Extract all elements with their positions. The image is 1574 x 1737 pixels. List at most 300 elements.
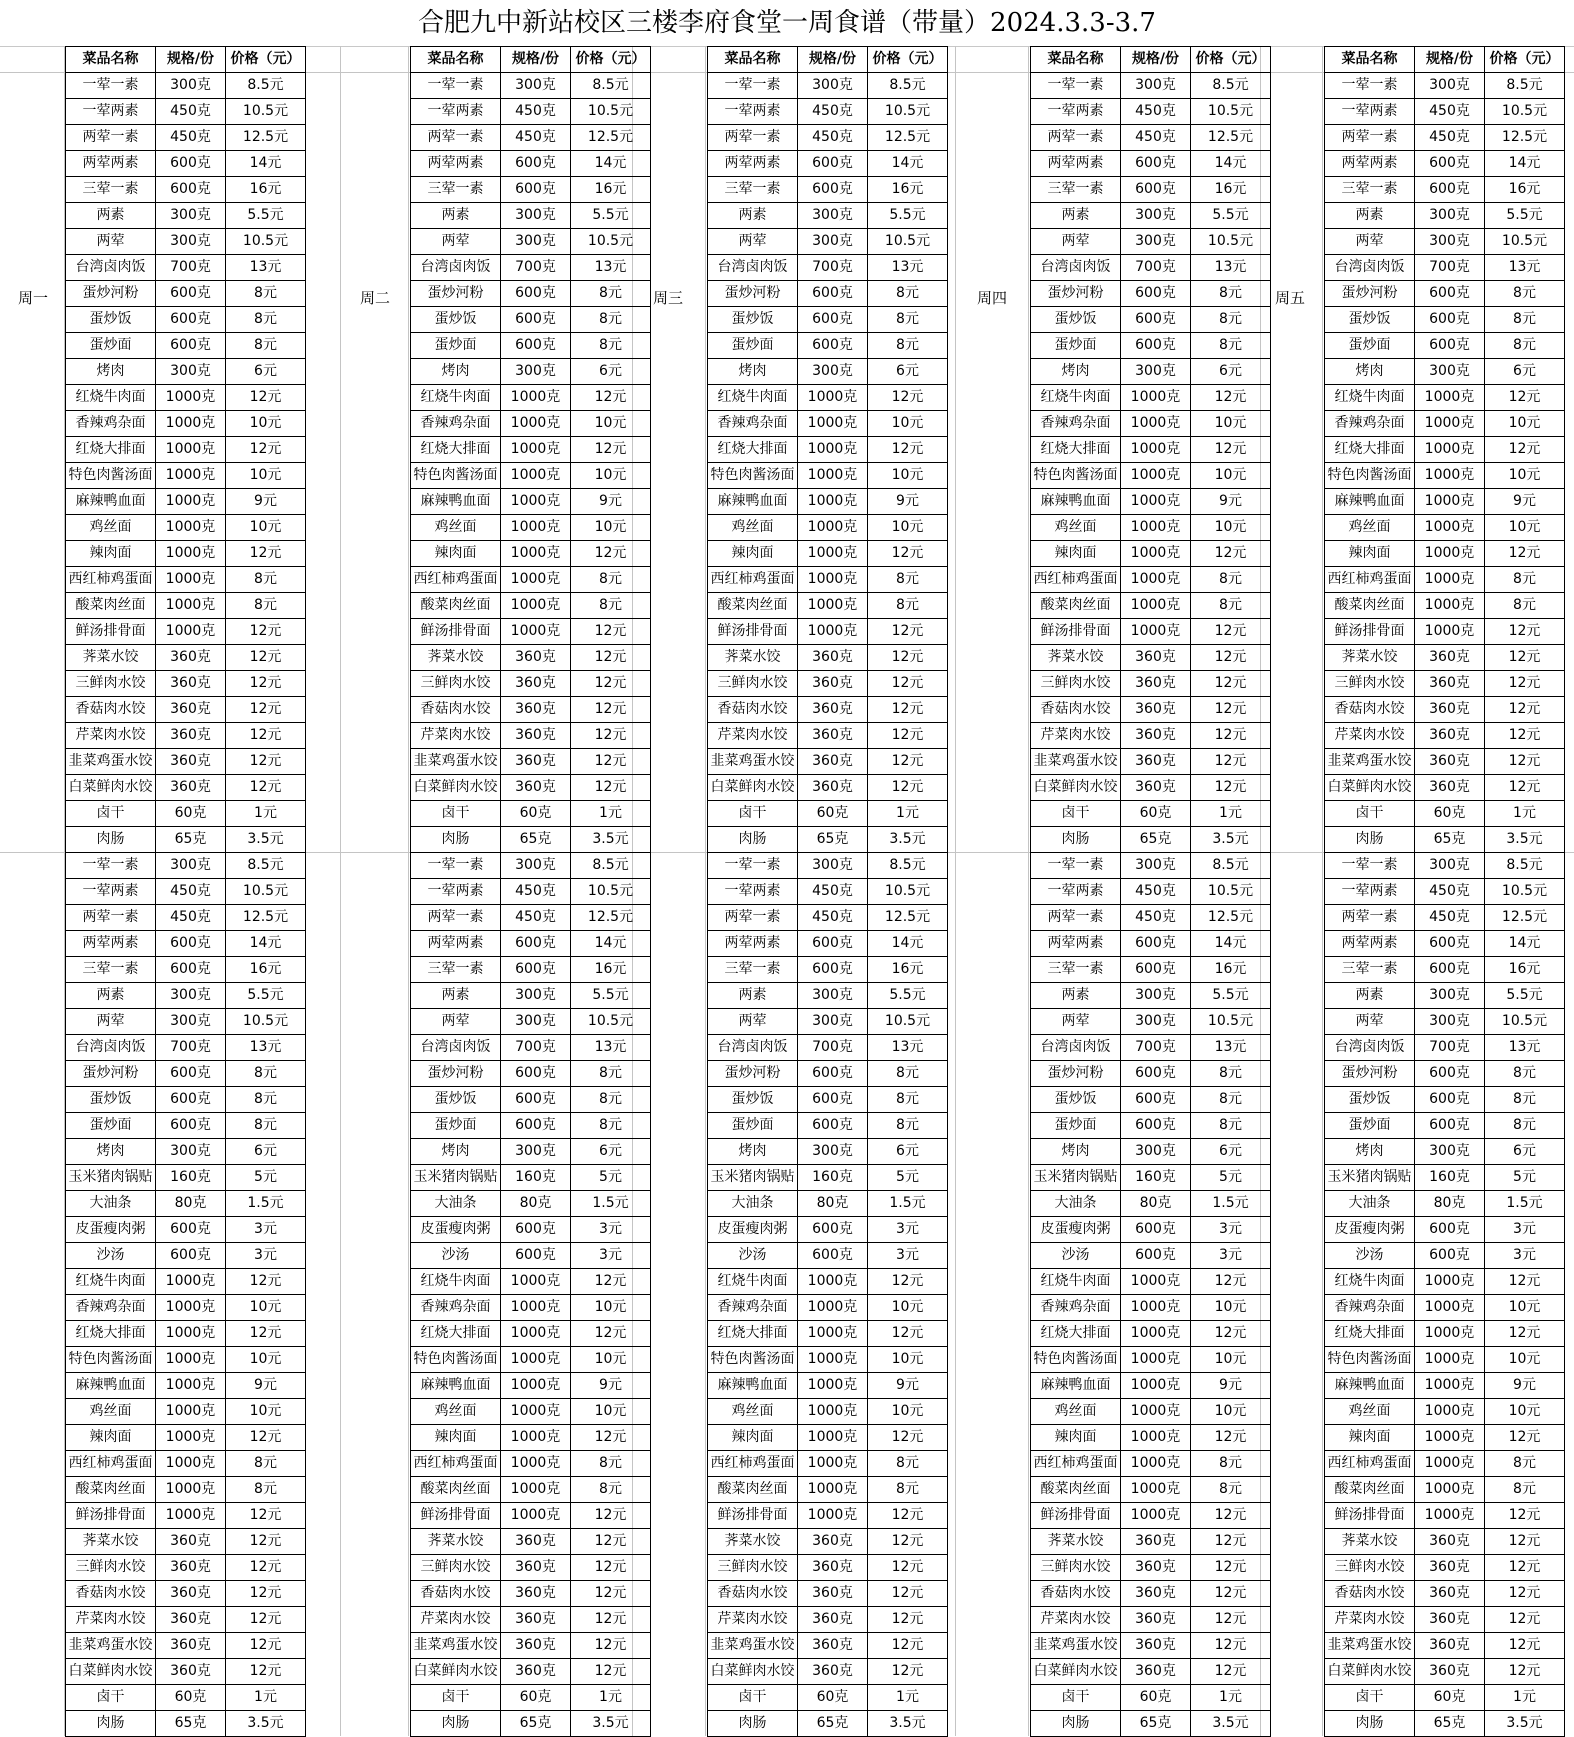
table-row: [1325, 1087, 1565, 1113]
dish-price: 8元: [226, 1061, 306, 1087]
dish-price: 12元: [1485, 697, 1565, 723]
dish-name: 三荤一素: [1325, 957, 1415, 983]
dish-name: 一荤两素: [1031, 99, 1121, 125]
table-row: [1031, 1633, 1271, 1659]
dish-spec: 1000克: [798, 1425, 868, 1451]
dish-price: 10.5元: [226, 1009, 306, 1035]
dish-price: 12元: [226, 1529, 306, 1555]
dish-spec: 60克: [1121, 1685, 1191, 1711]
day-menu-table: [410, 46, 651, 1737]
dish-name: 酸菜肉丝面: [411, 593, 501, 619]
dish-spec: 450克: [156, 879, 226, 905]
dish-spec: 1000克: [156, 593, 226, 619]
table-row: [411, 1347, 651, 1373]
dish-spec: 65克: [501, 827, 571, 853]
table-row: [708, 1347, 948, 1373]
dish-price: 6元: [571, 359, 651, 385]
dish-price: 9元: [226, 1373, 306, 1399]
dish-name: 香菇肉水饺: [1031, 697, 1121, 723]
dish-price: 12元: [571, 1607, 651, 1633]
dish-name: 台湾卤肉饭: [66, 255, 156, 281]
table-row: [1031, 1425, 1271, 1451]
dish-spec: 360克: [798, 1607, 868, 1633]
table-row: [1031, 1477, 1271, 1503]
dish-name: 芹菜肉水饺: [411, 1607, 501, 1633]
table-row: [1325, 1295, 1565, 1321]
table-row: [708, 515, 948, 541]
dish-name: 鲜汤排骨面: [708, 1503, 798, 1529]
dish-name: 蛋炒河粉: [66, 281, 156, 307]
dish-spec: 360克: [156, 697, 226, 723]
dish-name: 酸菜肉丝面: [411, 1477, 501, 1503]
dish-name: 蛋炒饭: [1325, 307, 1415, 333]
table-row: [66, 1581, 306, 1607]
table-row: [1031, 593, 1271, 619]
dish-name: 鲜汤排骨面: [411, 1503, 501, 1529]
dish-price: 3元: [1485, 1243, 1565, 1269]
table-row: [1325, 931, 1565, 957]
dish-spec: 1000克: [1415, 1503, 1485, 1529]
dish-name: 一荤一素: [66, 853, 156, 879]
dish-price: 12元: [226, 723, 306, 749]
table-row: [66, 879, 306, 905]
dish-spec: 700克: [1121, 255, 1191, 281]
table-row: [708, 463, 948, 489]
dish-spec: 1000克: [501, 515, 571, 541]
dish-price: 8元: [226, 307, 306, 333]
dish-spec: 160克: [156, 1165, 226, 1191]
dish-name: 三鲜肉水饺: [66, 671, 156, 697]
dish-spec: 360克: [501, 697, 571, 723]
dish-spec: 360克: [798, 775, 868, 801]
weekly-menu-sheet: [0, 46, 1574, 1737]
dish-name: 荠菜水饺: [1031, 645, 1121, 671]
table-row: [708, 567, 948, 593]
table-row: [1325, 1191, 1565, 1217]
dish-name: 红烧牛肉面: [411, 385, 501, 411]
dish-spec: 700克: [798, 1035, 868, 1061]
dish-spec: 1000克: [156, 1373, 226, 1399]
dish-spec: 1000克: [1415, 411, 1485, 437]
table-row: [66, 541, 306, 567]
dish-name: 烤肉: [1325, 359, 1415, 385]
table-row: [1325, 1139, 1565, 1165]
day-menu-table: [1030, 46, 1271, 1737]
table-row: [1325, 619, 1565, 645]
table-row: [66, 1269, 306, 1295]
table-row: [66, 1217, 306, 1243]
dish-name: 三鲜肉水饺: [66, 1555, 156, 1581]
dish-spec: 1000克: [1415, 1451, 1485, 1477]
dish-name: 一荤两素: [411, 99, 501, 125]
dish-name: 皮蛋瘦肉粥: [66, 1217, 156, 1243]
dish-name: 玉米猪肉锅贴: [1325, 1165, 1415, 1191]
dish-name: 西红柿鸡蛋面: [708, 1451, 798, 1477]
dish-name: 两荤: [66, 229, 156, 255]
dish-spec: 80克: [1121, 1191, 1191, 1217]
dish-price: 10.5元: [1191, 1009, 1271, 1035]
table-row: [1325, 1425, 1565, 1451]
dish-price: 8.5元: [1191, 73, 1271, 99]
dish-name: 玉米猪肉锅贴: [1031, 1165, 1121, 1191]
dish-price: 5.5元: [868, 983, 948, 1009]
dish-name: 荠菜水饺: [1031, 1529, 1121, 1555]
dish-spec: 1000克: [1121, 619, 1191, 645]
dish-name: 两荤: [411, 229, 501, 255]
dish-spec: 1000克: [1121, 1373, 1191, 1399]
dish-name: 荠菜水饺: [66, 645, 156, 671]
dish-price: 12元: [571, 541, 651, 567]
table-header-row: [1325, 47, 1565, 73]
day-label: 周三: [652, 289, 683, 307]
dish-name: 皮蛋瘦肉粥: [411, 1217, 501, 1243]
dish-name: 两素: [1031, 203, 1121, 229]
dish-spec: 300克: [798, 983, 868, 1009]
table-row: [1031, 1659, 1271, 1685]
table-row: [1325, 125, 1565, 151]
table-row: [1325, 1711, 1565, 1737]
table-row: [66, 1243, 306, 1269]
dish-name: 三荤一素: [708, 957, 798, 983]
sheet-gridline: [1322, 46, 1323, 1736]
table-row: [708, 1659, 948, 1685]
dish-spec: 300克: [1415, 73, 1485, 99]
dish-price: 13元: [1191, 1035, 1271, 1061]
dish-name: 白菜鲜肉水饺: [708, 775, 798, 801]
dish-price: 6元: [1191, 1139, 1271, 1165]
dish-price: 12元: [1191, 697, 1271, 723]
dish-spec: 450克: [1121, 99, 1191, 125]
table-row: [411, 1087, 651, 1113]
table-row: [708, 281, 948, 307]
table-row: [708, 1269, 948, 1295]
dish-name: 卤干: [411, 801, 501, 827]
dish-spec: 360克: [156, 645, 226, 671]
table-row: [708, 177, 948, 203]
dish-name: 酸菜肉丝面: [1031, 1477, 1121, 1503]
table-row: [66, 1659, 306, 1685]
dish-price: 12元: [1191, 1555, 1271, 1581]
dish-name: 沙汤: [411, 1243, 501, 1269]
dish-name: 韭菜鸡蛋水饺: [1325, 749, 1415, 775]
dish-price: 12元: [571, 1269, 651, 1295]
dish-spec: 600克: [798, 333, 868, 359]
dish-name: 西红柿鸡蛋面: [66, 567, 156, 593]
table-row: [411, 73, 651, 99]
dish-name: 三鲜肉水饺: [1325, 1555, 1415, 1581]
table-row: [411, 333, 651, 359]
table-row: [1325, 463, 1565, 489]
table-header-row: [708, 47, 948, 73]
dish-name: 卤干: [66, 801, 156, 827]
column-header: 规格/份: [1121, 47, 1191, 73]
dish-spec: 1000克: [798, 1321, 868, 1347]
column-header: 价格（元）: [1191, 47, 1271, 73]
dish-price: 1元: [868, 1685, 948, 1711]
dish-name: 辣肉面: [66, 541, 156, 567]
sheet-gridline: [705, 46, 706, 1736]
dish-price: 12元: [226, 775, 306, 801]
dish-price: 10元: [868, 515, 948, 541]
column-header: 价格（元）: [226, 47, 306, 73]
dish-price: 12元: [1191, 723, 1271, 749]
dish-spec: 1000克: [1415, 1269, 1485, 1295]
dish-spec: 80克: [798, 1191, 868, 1217]
dish-name: 一荤两素: [1325, 879, 1415, 905]
dish-spec: 1000克: [798, 1451, 868, 1477]
dish-name: 麻辣鸭血面: [1031, 1373, 1121, 1399]
table-row: [66, 125, 306, 151]
dish-price: 10元: [571, 515, 651, 541]
dish-price: 9元: [868, 489, 948, 515]
dish-spec: 360克: [1415, 1607, 1485, 1633]
dish-name: 红烧牛肉面: [1031, 1269, 1121, 1295]
dish-name: 台湾卤肉饭: [66, 1035, 156, 1061]
table-row: [411, 983, 651, 1009]
dish-price: 8元: [1191, 1477, 1271, 1503]
table-row: [1031, 541, 1271, 567]
dish-name: 两荤两素: [1325, 151, 1415, 177]
table-row: [1325, 1165, 1565, 1191]
dish-price: 8元: [226, 567, 306, 593]
table-row: [1325, 1659, 1565, 1685]
table-row: [66, 1139, 306, 1165]
table-row: [1031, 203, 1271, 229]
dish-spec: 360克: [1121, 1607, 1191, 1633]
dish-spec: 600克: [501, 1243, 571, 1269]
dish-price: 12元: [1191, 1581, 1271, 1607]
dish-price: 10元: [571, 1347, 651, 1373]
table-row: [1325, 1581, 1565, 1607]
dish-price: 10元: [226, 411, 306, 437]
dish-spec: 600克: [1121, 333, 1191, 359]
dish-spec: 1000克: [501, 1347, 571, 1373]
dish-spec: 1000克: [1415, 489, 1485, 515]
dish-name: 芹菜肉水饺: [1031, 723, 1121, 749]
dish-name: 鸡丝面: [1031, 515, 1121, 541]
table-row: [66, 1607, 306, 1633]
dish-name: 蛋炒面: [1325, 333, 1415, 359]
dish-spec: 600克: [156, 1113, 226, 1139]
dish-spec: 300克: [1415, 229, 1485, 255]
dish-spec: 60克: [156, 801, 226, 827]
dish-name: 辣肉面: [411, 1425, 501, 1451]
dish-name: 一荤两素: [66, 879, 156, 905]
table-row: [708, 99, 948, 125]
dish-spec: 1000克: [156, 1477, 226, 1503]
dish-spec: 300克: [1415, 1139, 1485, 1165]
dish-spec: 700克: [501, 1035, 571, 1061]
table-row: [66, 1633, 306, 1659]
table-row: [66, 255, 306, 281]
table-row: [66, 853, 306, 879]
table-row: [1325, 1217, 1565, 1243]
dish-name: 台湾卤肉饭: [708, 1035, 798, 1061]
dish-price: 5.5元: [571, 983, 651, 1009]
table-row: [1325, 1373, 1565, 1399]
dish-spec: 300克: [798, 229, 868, 255]
dish-spec: 450克: [501, 99, 571, 125]
dish-name: 三鲜肉水饺: [708, 671, 798, 697]
table-row: [1325, 983, 1565, 1009]
dish-name: 荠菜水饺: [66, 1529, 156, 1555]
dish-name: 三鲜肉水饺: [411, 1555, 501, 1581]
dish-spec: 360克: [501, 671, 571, 697]
dish-name: 皮蛋瘦肉粥: [708, 1217, 798, 1243]
dish-spec: 300克: [156, 359, 226, 385]
table-row: [411, 775, 651, 801]
dish-name: 鸡丝面: [708, 1399, 798, 1425]
table-row: [1325, 1451, 1565, 1477]
dish-name: 荠菜水饺: [1325, 645, 1415, 671]
dish-name: 一荤一素: [1325, 853, 1415, 879]
dish-price: 12元: [226, 1633, 306, 1659]
table-row: [1031, 1087, 1271, 1113]
dish-spec: 1000克: [1121, 567, 1191, 593]
dish-spec: 1000克: [501, 1451, 571, 1477]
table-row: [411, 1659, 651, 1685]
dish-spec: 1000克: [1121, 1295, 1191, 1321]
dish-name: 烤肉: [1031, 359, 1121, 385]
dish-name: 白菜鲜肉水饺: [1031, 1659, 1121, 1685]
dish-price: 12元: [571, 619, 651, 645]
dish-name: 香菇肉水饺: [1325, 697, 1415, 723]
table-row: [66, 385, 306, 411]
table-row: [1031, 645, 1271, 671]
dish-spec: 1000克: [1121, 1399, 1191, 1425]
table-row: [708, 385, 948, 411]
dish-price: 12元: [868, 1503, 948, 1529]
dish-spec: 1000克: [1415, 1295, 1485, 1321]
dish-name: 烤肉: [411, 1139, 501, 1165]
dish-price: 12元: [1191, 1425, 1271, 1451]
dish-spec: 360克: [156, 723, 226, 749]
table-row: [1031, 177, 1271, 203]
dish-price: 10元: [1191, 1399, 1271, 1425]
table-row: [411, 697, 651, 723]
dish-price: 12元: [868, 1581, 948, 1607]
dish-name: 两荤两素: [708, 931, 798, 957]
dish-spec: 360克: [501, 1581, 571, 1607]
dish-spec: 360克: [1121, 1529, 1191, 1555]
dish-name: 芹菜肉水饺: [1031, 1607, 1121, 1633]
table-row: [66, 489, 306, 515]
dish-name: 烤肉: [708, 1139, 798, 1165]
dish-price: 12.5元: [868, 125, 948, 151]
dish-price: 12元: [1485, 671, 1565, 697]
dish-price: 12.5元: [226, 905, 306, 931]
dish-name: 红烧大排面: [708, 437, 798, 463]
dish-name: 芹菜肉水饺: [1325, 1607, 1415, 1633]
dish-spec: 300克: [156, 1009, 226, 1035]
table-row: [66, 1685, 306, 1711]
dish-name: 香菇肉水饺: [708, 1581, 798, 1607]
dish-name: 韭菜鸡蛋水饺: [708, 1633, 798, 1659]
dish-name: 韭菜鸡蛋水饺: [708, 749, 798, 775]
dish-price: 1元: [1485, 801, 1565, 827]
dish-price: 12元: [1191, 1659, 1271, 1685]
table-row: [1031, 567, 1271, 593]
dish-price: 12元: [226, 645, 306, 671]
dish-spec: 360克: [501, 749, 571, 775]
dish-price: 13元: [226, 1035, 306, 1061]
table-row: [66, 1191, 306, 1217]
table-row: [411, 1321, 651, 1347]
dish-price: 12元: [1485, 1529, 1565, 1555]
dish-name: 香辣鸡杂面: [1031, 411, 1121, 437]
dish-price: 8元: [226, 333, 306, 359]
dish-price: 10元: [868, 411, 948, 437]
table-row: [66, 1503, 306, 1529]
dish-spec: 600克: [1121, 1217, 1191, 1243]
dish-price: 10元: [571, 1399, 651, 1425]
dish-spec: 360克: [798, 671, 868, 697]
dish-name: 一荤两素: [66, 99, 156, 125]
column-header: 价格（元）: [571, 47, 651, 73]
dish-spec: 1000克: [501, 1425, 571, 1451]
dish-name: 特色肉酱汤面: [708, 463, 798, 489]
dish-price: 8元: [1485, 1451, 1565, 1477]
table-row: [1325, 411, 1565, 437]
table-row: [66, 1373, 306, 1399]
dish-name: 蛋炒饭: [411, 307, 501, 333]
dish-price: 12元: [868, 749, 948, 775]
table-row: [1325, 1399, 1565, 1425]
dish-spec: 360克: [501, 1659, 571, 1685]
table-row: [411, 1035, 651, 1061]
table-row: [411, 619, 651, 645]
dish-name: 卤干: [1031, 1685, 1121, 1711]
dish-price: 8元: [1191, 567, 1271, 593]
dish-spec: 300克: [1415, 1009, 1485, 1035]
dish-spec: 300克: [798, 853, 868, 879]
dish-price: 8元: [1485, 333, 1565, 359]
dish-price: 12元: [1485, 723, 1565, 749]
table-row: [1031, 671, 1271, 697]
table-row: [708, 931, 948, 957]
table-row: [708, 1321, 948, 1347]
dish-name: 一荤两素: [708, 99, 798, 125]
dish-spec: 1000克: [156, 463, 226, 489]
dish-name: 一荤两素: [1325, 99, 1415, 125]
dish-name: 三鲜肉水饺: [1031, 1555, 1121, 1581]
dish-price: 12元: [1191, 1269, 1271, 1295]
table-row: [708, 1711, 948, 1737]
dish-price: 12元: [571, 723, 651, 749]
table-row: [411, 1529, 651, 1555]
dish-price: 14元: [868, 931, 948, 957]
dish-spec: 300克: [501, 1009, 571, 1035]
dish-spec: 360克: [156, 1659, 226, 1685]
table-row: [1031, 1607, 1271, 1633]
dish-spec: 600克: [798, 1087, 868, 1113]
dish-name: 白菜鲜肉水饺: [1031, 775, 1121, 801]
dish-price: 8.5元: [868, 853, 948, 879]
dish-price: 3.5元: [226, 827, 306, 853]
dish-price: 10元: [226, 1295, 306, 1321]
dish-spec: 1000克: [156, 1321, 226, 1347]
dish-price: 3.5元: [1485, 827, 1565, 853]
dish-name: 两荤: [1031, 229, 1121, 255]
dish-spec: 1000克: [798, 567, 868, 593]
table-row: [1325, 1035, 1565, 1061]
dish-spec: 360克: [1415, 671, 1485, 697]
dish-price: 1元: [226, 1685, 306, 1711]
dish-name: 红烧大排面: [1031, 437, 1121, 463]
dish-name: 一荤一素: [1031, 853, 1121, 879]
dish-spec: 1000克: [156, 1451, 226, 1477]
dish-spec: 600克: [501, 281, 571, 307]
